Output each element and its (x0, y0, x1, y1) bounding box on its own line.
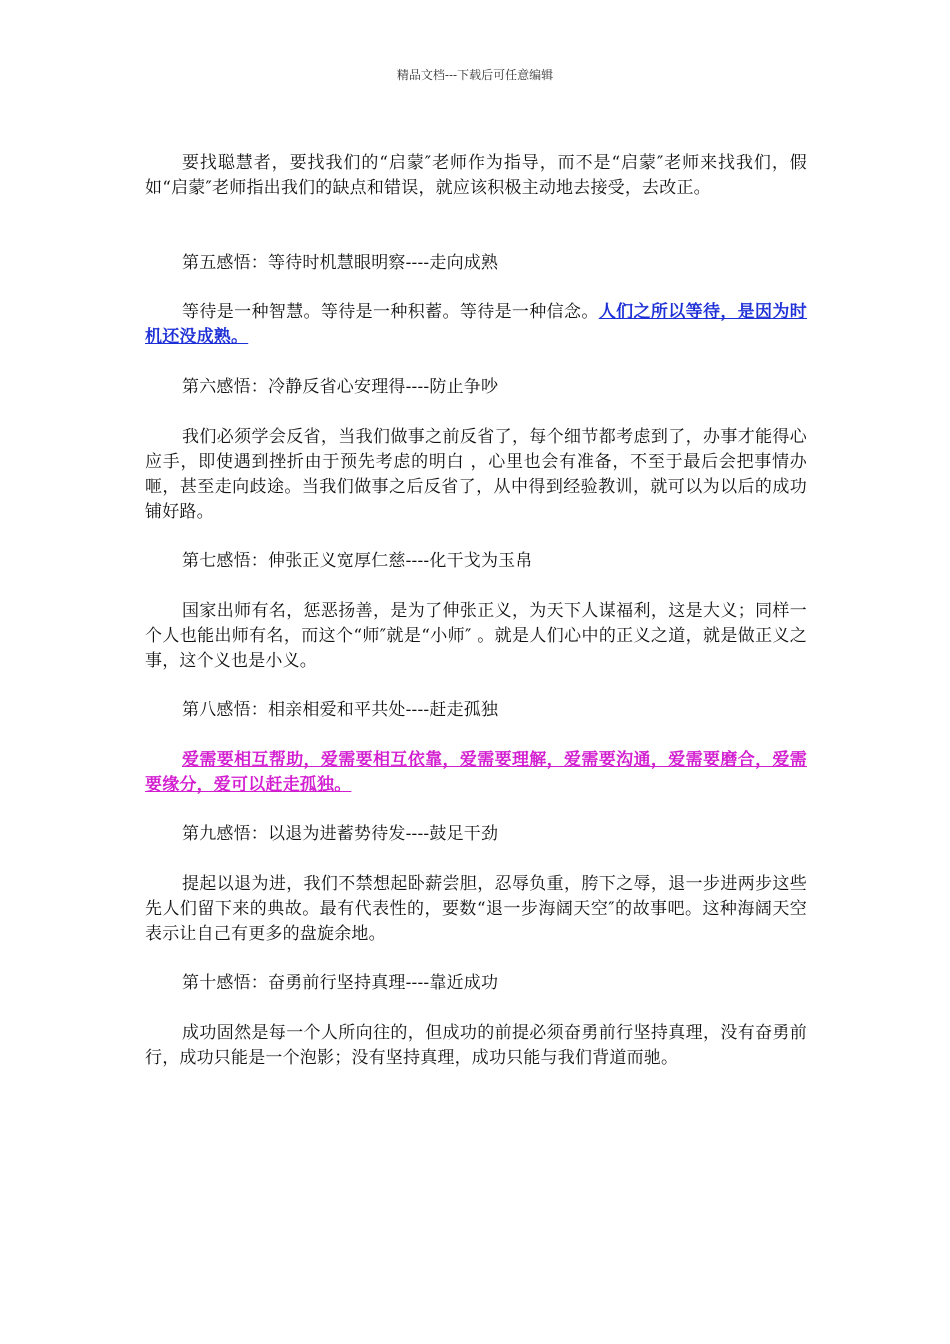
highlight-link-love[interactable]: 爱需要相互帮助，爱需要相互依靠，爱需要理解，爱需要沟通，爱需要磨合，爱需要缘分，爱可以赶走孤独。 (145, 750, 807, 795)
highlight-link-waiting[interactable]: 人们之所以等待，是因为时机还没成熟。 (145, 302, 807, 347)
heading-insight-10: 第十感悟：奋勇前行坚持真理----靠近成功 (182, 973, 499, 993)
heading-insight-9: 第九感悟：以退为进蓄势待发----鼓足干劲 (182, 824, 499, 844)
heading-insight-8: 第八感悟：相亲相爱和平共处----赶走孤独 (182, 700, 499, 720)
paragraph-insight-10: 成功固然是每一个人所向往的，但成功的前提必须奋勇前行坚持真理，没有奋勇前行，成功只能是一个泡影；没有坚持真理，成功只能与我们背道而驰。 (145, 1023, 807, 1068)
paragraph-insight-8 (145, 748, 807, 798)
heading-insight-7: 第七感悟：伸张正义宽厚仁慈----化干戈为玉帛 (182, 551, 533, 571)
page-header: 精品文档---下载后可任意编辑 (396, 68, 554, 82)
heading-insight-5: 第五感悟：等待时机慧眼明察----走向成熟 (182, 253, 499, 273)
paragraph-insight-5-text: 等待是一种智慧。等待是一种积蓄。等待是一种信念。 (182, 302, 599, 322)
heading-insight-6: 第六感悟：冷静反省心安理得----防止争吵 (182, 377, 499, 397)
paragraph-insight-6: 我们必须学会反省，当我们做事之前反省了，每个细节都考虑到了，办事才能得心应手，即使遇到挫折由于预先考虑的明白 ，心里也会有准备，不至于最后会把事情办咂，甚至走向歧途。当我们做事之后反省了，从中得到经验教训，就可以为以后的成功铺好路。 (145, 427, 807, 522)
paragraph-insight-7: 国家出师有名，惩恶扬善，是为了伸张正义，为天下人谋福利，这是大义；同样一个人也能出师有名，而这个“师″就是“小师″ 。就是人们心中的正义之道，就是做正义之事，这个义也是小义。 (145, 601, 807, 671)
paragraph-intro: 要找聪慧者，要找我们的“启蒙″老师作为指导，而不是“启蒙″老师来找我们，假如“启蒙″老师指出我们的缺点和错误，就应该积极主动地去接受，去改正。 (145, 153, 807, 198)
paragraph-insight-5 (145, 300, 807, 350)
paragraph-insight-9: 提起以退为进，我们不禁想起卧薪尝胆，忍辱负重，胯下之辱，退一步进两步这些先人们留下来的典故。最有代表性的，要数“退一步海阔天空″的故事吧。这种海阔天空表示让自己有更多的盘旋余地。 (145, 874, 807, 944)
